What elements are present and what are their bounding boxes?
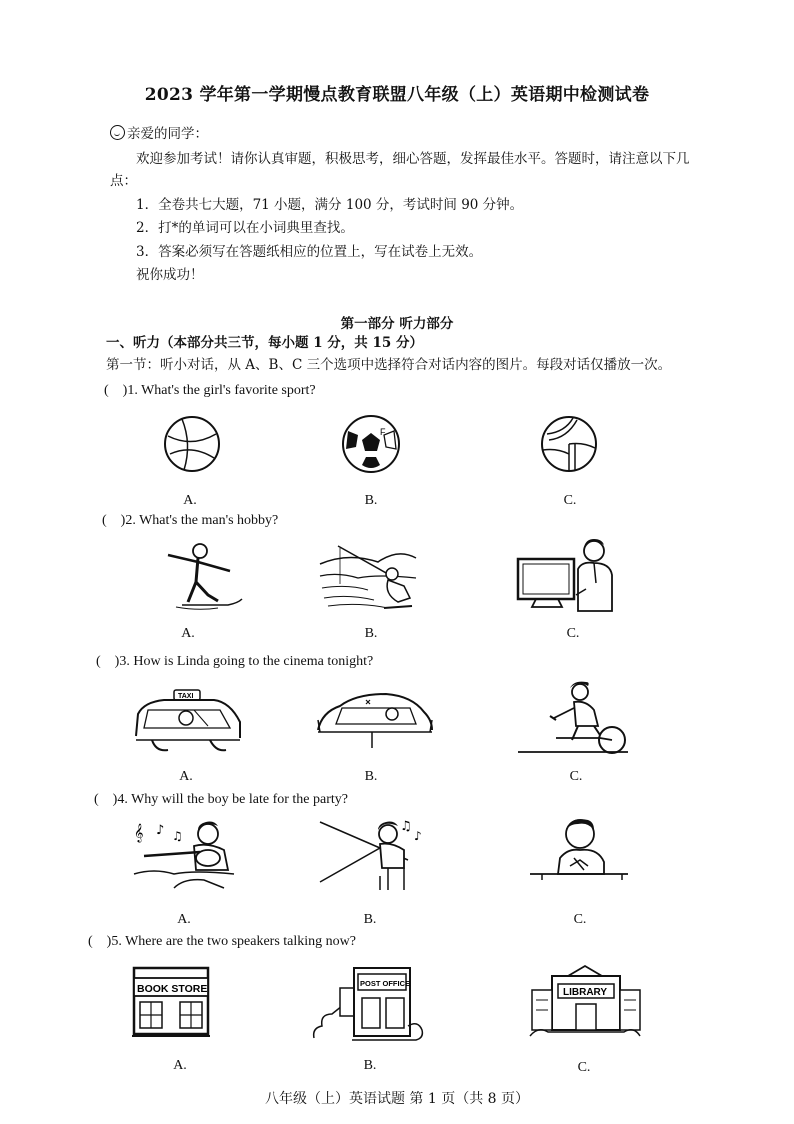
answer-bracket[interactable]: ( ) bbox=[102, 513, 126, 528]
answer-bracket[interactable]: ( ) bbox=[94, 792, 118, 807]
svg-text:♫: ♫ bbox=[172, 829, 183, 843]
svg-text:♫: ♫ bbox=[400, 819, 412, 834]
option-label-c: C. bbox=[573, 912, 587, 927]
svg-text:♪: ♪ bbox=[414, 829, 422, 843]
answer-bracket[interactable]: ( ) bbox=[96, 654, 120, 669]
option-label-c: C. bbox=[569, 769, 583, 784]
option-label-c: C. bbox=[563, 493, 577, 508]
smile-icon bbox=[110, 125, 125, 140]
taxi-sign-text: TAXI bbox=[178, 693, 194, 700]
question-text: 3. How is Linda going to the cinema tonight? bbox=[119, 654, 374, 669]
section-heading: 一、听力（本部分共三节，每小题 1 分，共 15 分） bbox=[106, 335, 423, 351]
option-label-b: B. bbox=[363, 1058, 377, 1073]
option-label-b: B. bbox=[364, 626, 378, 641]
book-store-sign: BOOK STORE bbox=[137, 983, 208, 995]
greeting-text: 亲爱的同学： bbox=[127, 126, 208, 142]
book-store-icon[interactable] bbox=[132, 964, 212, 1044]
option-label-a: A. bbox=[183, 493, 197, 508]
notice-intro-line1: 欢迎参加考试！请你认真审题，积极思考，细心答题，发挥最佳水平。答题时，请注意以下几 bbox=[136, 151, 690, 167]
notice-greeting bbox=[110, 124, 208, 144]
notice-intro-line2: 点： bbox=[110, 173, 137, 189]
notice-rule: 2．打*的单词可以在小词典里查找。 bbox=[136, 220, 354, 236]
svg-text:♪: ♪ bbox=[156, 823, 165, 838]
subsection-heading: 第一节：听小对话，从 A、B、C 三个选项中选择符合对话内容的图片。每段对话仅播放一次。 bbox=[106, 357, 672, 373]
soccer-ball-icon[interactable] bbox=[340, 413, 402, 475]
question-1 bbox=[104, 383, 316, 399]
question-text: 1. What's the girl's favorite sport? bbox=[127, 383, 316, 398]
fishing-man-icon[interactable] bbox=[318, 544, 418, 612]
option-label-c: C. bbox=[566, 626, 580, 641]
answer-bracket[interactable]: ( ) bbox=[104, 383, 128, 398]
exam-title: 2023 学年第一学期慢点教育联盟八年级（上）英语期中检测试卷 bbox=[144, 85, 650, 105]
notice-rule: 1．全卷共七大题，71 小题，满分 100 分，考试时间 90 分钟。 bbox=[136, 197, 524, 213]
option-label-a: A. bbox=[181, 626, 195, 641]
question-text: 5. Where are the two speakers talking now? bbox=[111, 934, 356, 949]
option-label-a: A. bbox=[173, 1058, 187, 1073]
skating-man-icon[interactable] bbox=[158, 537, 248, 612]
post-office-icon[interactable] bbox=[312, 966, 424, 1044]
bike-icon[interactable] bbox=[516, 680, 630, 756]
option-label-b: B. bbox=[364, 769, 378, 784]
playing-guitar-icon[interactable] bbox=[134, 818, 238, 890]
library-sign: LIBRARY bbox=[563, 987, 608, 998]
taxi-icon[interactable] bbox=[134, 688, 242, 756]
option-label-b: B. bbox=[363, 912, 377, 927]
notice-closing: 祝你成功！ bbox=[136, 267, 204, 283]
option-label-a: A. bbox=[179, 769, 193, 784]
car-icon[interactable] bbox=[316, 690, 434, 750]
notice-rule: 3．答案必须写在答题纸相应的位置上，写在试卷上无效。 bbox=[136, 244, 483, 260]
question-2 bbox=[102, 513, 278, 529]
svg-text:F: F bbox=[380, 427, 386, 437]
option-label-b: B. bbox=[364, 493, 378, 508]
singing-icon[interactable] bbox=[318, 816, 430, 892]
question-3 bbox=[96, 654, 373, 670]
svg-text:𝄞: 𝄞 bbox=[134, 823, 144, 842]
basketball-icon[interactable] bbox=[162, 414, 222, 474]
question-text: 2. What's the man's hobby? bbox=[125, 513, 279, 528]
computer-man-icon[interactable] bbox=[516, 535, 616, 613]
option-label-c: C. bbox=[577, 1060, 591, 1075]
question-4 bbox=[94, 792, 348, 808]
library-icon[interactable] bbox=[528, 964, 642, 1044]
answer-bracket[interactable]: ( ) bbox=[88, 934, 112, 949]
volleyball-icon[interactable] bbox=[539, 414, 599, 474]
question-text: 4. Why will the boy be late for the party? bbox=[117, 792, 348, 807]
post-office-sign: POST OFFICE bbox=[360, 979, 411, 988]
part-title: 第一部分 听力部分 bbox=[340, 316, 454, 332]
question-5 bbox=[88, 934, 356, 950]
writing-icon[interactable] bbox=[528, 814, 632, 890]
page-footer: 八年级（上）英语试题 第 1 页（共 8 页） bbox=[264, 1091, 530, 1107]
option-label-a: A. bbox=[177, 912, 191, 927]
